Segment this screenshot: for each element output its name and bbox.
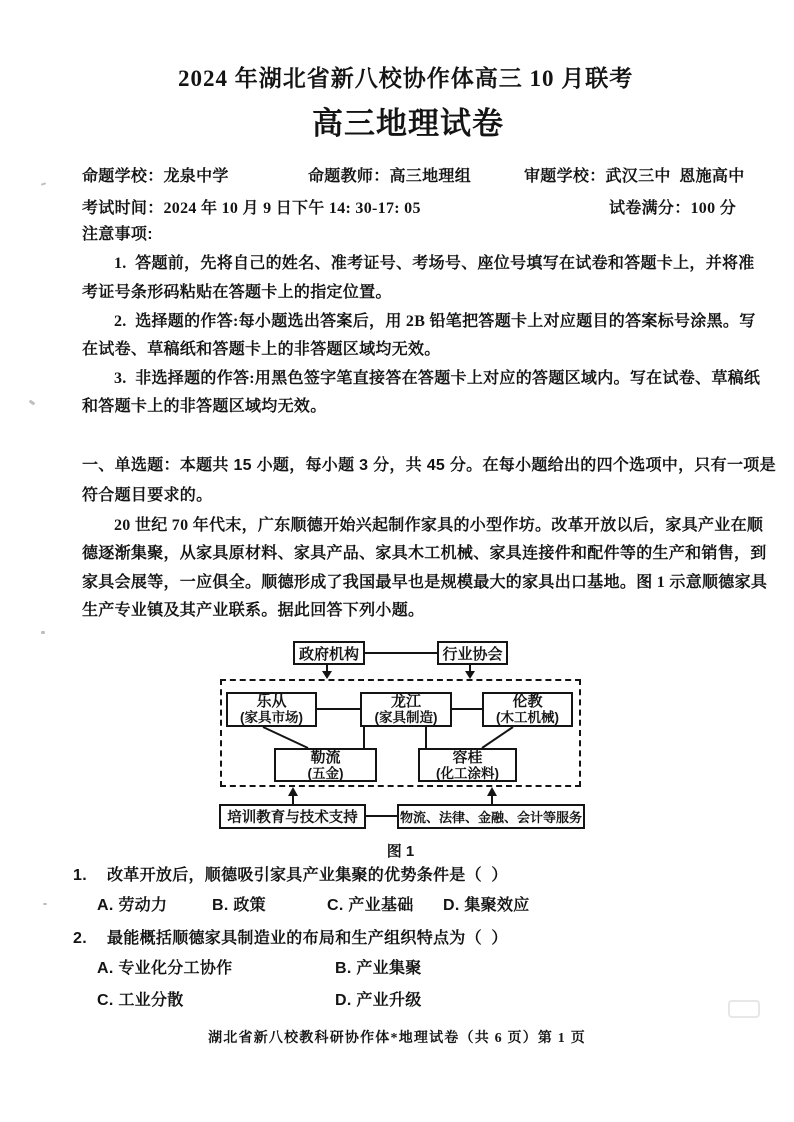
town-box-leliu: [274, 748, 377, 782]
question-1-text: 改革开放后，顺德吸引家具产业集聚的优势条件是（ ）: [107, 867, 508, 884]
meta-proposer-school: 命题学校：龙泉中学: [82, 168, 229, 185]
town-industry: (家具市场): [240, 710, 303, 726]
notice-line: 1. 答题前，先将自己的姓名、准考证号、考场号、座位号填写在试卷和答题卡上，并将准: [114, 255, 755, 272]
section-heading-line1: 一、单选题：本题共 15 小题，每小题 3 分，共 45 分。在每小题给出的四个选项中，只有一项是: [82, 457, 776, 474]
town-name: 容桂: [452, 748, 483, 766]
notice-line: 2. 选择题的作答:每小题选出答案后，用 2B 铅笔把答题卡上对应题目的答案标号涂黑。写: [114, 313, 756, 330]
meta-reviewer-school: 审题学校：武汉三中 恩施高中: [524, 168, 745, 185]
passage-line: 家具会展等，一应俱全。顺德形成了我国最早也是规模最大的家具出口基地。图 1 示意顺德家具: [82, 574, 768, 591]
notice-line: 3. 非选择题的作答:用黑色签字笔直接答在答题卡上对应的答题区域内。写在试卷、草稿纸: [114, 370, 761, 387]
notice-line: 在试卷、草稿纸和答题卡上的非答题区域均无效。: [82, 341, 441, 358]
town-box-ronggui: [418, 748, 517, 782]
passage-line: 生产专业镇及其产业联系。据此回答下列小题。: [82, 602, 425, 619]
meta-full-score: 试卷满分：100 分: [609, 200, 737, 217]
notice-line: 考证号条形码粘贴在答题卡上的指定位置。: [82, 284, 392, 301]
producer-services-box: 物流、法律、金融、会计等服务: [397, 804, 585, 829]
scan-artifact: [41, 182, 46, 185]
town-industry: (化工涂料): [436, 765, 499, 781]
scan-artifact: [41, 631, 45, 634]
question-1-option-c: C. 产业基础: [327, 897, 414, 914]
question-2-number: 2.: [73, 930, 87, 947]
page-footer: 湖北省新八校教科研协作体*地理试卷（共 6 页）第 1 页: [208, 1031, 586, 1046]
scan-artifact: [728, 1000, 760, 1018]
scan-artifact: [29, 400, 36, 406]
town-box-lecong: [226, 692, 317, 727]
town-name: 勒流: [310, 748, 341, 766]
notice-heading: 注意事项:: [82, 226, 153, 243]
question-2-option-a: A. 专业化分工协作: [97, 960, 233, 977]
scan-artifact: [43, 903, 47, 905]
question-2-text: 最能概括顺德家具制造业的布局和生产组织特点为（ ）: [107, 930, 508, 947]
notice-line: 和答题卡上的非答题区域均无效。: [82, 398, 327, 415]
town-name: 乐从: [256, 693, 287, 711]
passage-line: 德逐渐集聚，从家具原材料、家具产品、家具木工机械、家具连接件和配件等的生产和销售，到: [82, 545, 767, 562]
meta-proposer-teacher: 命题教师：高三地理组: [308, 168, 472, 185]
question-1-option-a: A. 劳动力: [97, 897, 168, 914]
figure-industrial-cluster: [0, 638, 794, 864]
paper-title: 高三地理试卷: [312, 106, 504, 141]
question-1-option-d: D. 集聚效应: [443, 897, 530, 914]
association-box: 行业协会: [437, 641, 508, 665]
town-industry: (五金): [307, 765, 344, 781]
question-2-option-b: B. 产业集聚: [335, 960, 422, 977]
passage-line: 20 世纪 70 年代末，广东顺德开始兴起制作家具的小型作坊。改革开放以后，家具产业在顺: [114, 517, 764, 534]
meta-exam-time: 考试时间：2024 年 10 月 9 日下午 14: 30-17: 05: [82, 200, 421, 217]
town-industry: (家具制造): [374, 710, 438, 726]
town-industry: (木工机械): [496, 710, 559, 726]
training-support-box: 培训教育与技术支持: [219, 804, 366, 829]
town-box-longjiang: [360, 692, 452, 727]
section-heading-line2: 符合题目要求的。: [82, 487, 213, 504]
town-name: 龙江: [390, 693, 421, 711]
question-1-number: 1.: [73, 867, 87, 884]
question-2-option-c: C. 工业分散: [97, 992, 184, 1009]
figure-caption: 图 1: [386, 843, 415, 860]
question-1-option-b: B. 政策: [212, 897, 266, 914]
question-2-option-d: D. 产业升级: [335, 992, 422, 1009]
town-box-lunjiao: [482, 692, 573, 727]
town-name: 伦教: [512, 693, 543, 711]
exam-title: 2024 年湖北省新八校协作体高三 10 月联考: [178, 66, 634, 91]
government-box: 政府机构: [293, 641, 365, 665]
